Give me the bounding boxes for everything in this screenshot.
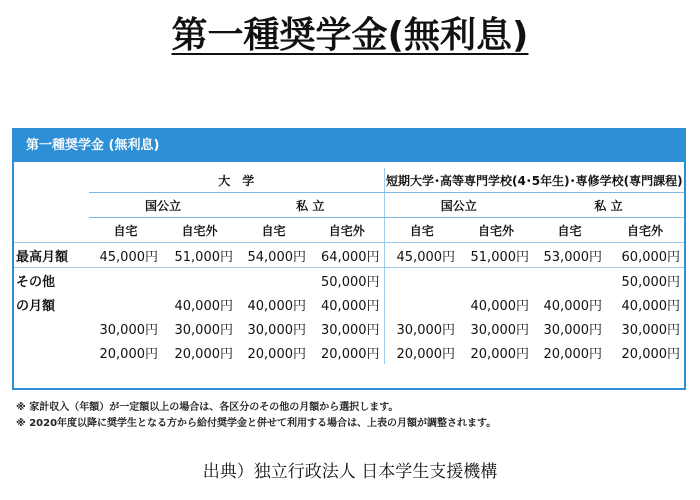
other-row	[14, 316, 684, 340]
scholarship-table	[14, 168, 684, 364]
table-cell: 40,000円	[174, 298, 233, 314]
residence-away: 自宅外	[627, 223, 664, 238]
table-cell	[459, 268, 533, 293]
footnote-1: ※ 家計収入（年額）が一定額以上の場合は、各区分のその他の月額から選択します。	[16, 402, 399, 413]
residence-away: 自宅外	[478, 223, 515, 238]
table-cell: 30,000円	[99, 322, 158, 338]
table-cell: 20,000円	[470, 346, 530, 362]
group-college: 短期大学･高等専門学校(4･5年生)･専修学校(専門課程)	[384, 168, 684, 193]
row-label-other-1: その他	[14, 268, 89, 293]
table-cell: 20,000円	[321, 346, 380, 362]
residence-away: 自宅外	[181, 223, 218, 238]
footnote-2: ※ 2020年度以降に奨学生となる方から給付奨学金と併せて利用する場合は、上表の月額が調整されます。	[16, 418, 497, 429]
residence-home: 自宅	[261, 223, 286, 238]
table-cell: 64,000円	[310, 243, 384, 268]
type-private-univ: 私 立	[237, 193, 384, 218]
table-cell: 53,000円	[533, 243, 606, 268]
table-cell: 40,000円	[247, 298, 306, 314]
footnotes	[16, 400, 496, 432]
residence-away: 自宅外	[328, 223, 365, 238]
table-cell: 20,000円	[247, 346, 306, 362]
residence-header-row	[14, 218, 684, 243]
residence-home: 自宅	[113, 223, 138, 238]
table-cell	[89, 292, 162, 316]
table-cell	[384, 268, 459, 293]
table-cell: 30,000円	[321, 322, 380, 338]
page-title-text: 第一種奨学金(無利息)	[171, 15, 529, 56]
table-cell: 51,000円	[459, 243, 533, 268]
table-cell: 20,000円	[543, 346, 603, 362]
table-cell	[533, 268, 606, 293]
max-monthly-row	[14, 243, 684, 268]
table-cell	[89, 268, 162, 293]
row-label-max: 最高月額	[14, 243, 89, 268]
table-cell: 30,000円	[543, 322, 603, 338]
table-cell: 30,000円	[384, 316, 459, 340]
other-row	[14, 268, 684, 293]
row-label-other-2: の月額	[16, 298, 56, 314]
source-credit: 出典）独立行政法人 日本学生支援機構	[202, 462, 498, 482]
panel-header: 第一種奨学金 (無利息)	[14, 130, 684, 162]
table-cell: 51,000円	[162, 243, 237, 268]
table-cell: 30,000円	[470, 322, 530, 338]
residence-home: 自宅	[384, 218, 459, 243]
residence-home: 自宅	[557, 223, 582, 238]
table-cell: 40,000円	[321, 298, 380, 314]
table-cell: 20,000円	[384, 340, 459, 364]
table-cell: 30,000円	[174, 322, 233, 338]
table-cell: 40,000円	[543, 298, 603, 314]
table-cell: 54,000円	[237, 243, 310, 268]
table-cell: 30,000円	[621, 322, 681, 338]
group-university: 大 学	[89, 168, 384, 193]
type-public-univ: 国公立	[89, 193, 237, 218]
table-cell: 45,000円	[89, 243, 162, 268]
type-private-college: 私 立	[533, 193, 684, 218]
table-cell: 50,000円	[606, 268, 684, 293]
table-cell: 20,000円	[621, 346, 681, 362]
type-public-college: 国公立	[384, 193, 533, 218]
table-cell: 20,000円	[174, 346, 233, 362]
group-header-row	[14, 168, 684, 193]
table-cell	[162, 268, 237, 293]
other-row	[14, 292, 684, 316]
table-cell: 30,000円	[247, 322, 306, 338]
table-cell: 50,000円	[310, 268, 384, 293]
page-title	[0, 12, 700, 60]
table-cell	[384, 292, 459, 316]
table-cell: 45,000円	[384, 243, 459, 268]
table-cell: 40,000円	[470, 298, 530, 314]
type-header-row	[14, 193, 684, 218]
table-cell: 60,000円	[606, 243, 684, 268]
table-cell: 20,000円	[99, 346, 158, 362]
table-cell: 40,000円	[621, 298, 681, 314]
scholarship-table-panel	[12, 128, 686, 390]
table-cell	[237, 268, 310, 293]
other-row	[14, 340, 684, 364]
